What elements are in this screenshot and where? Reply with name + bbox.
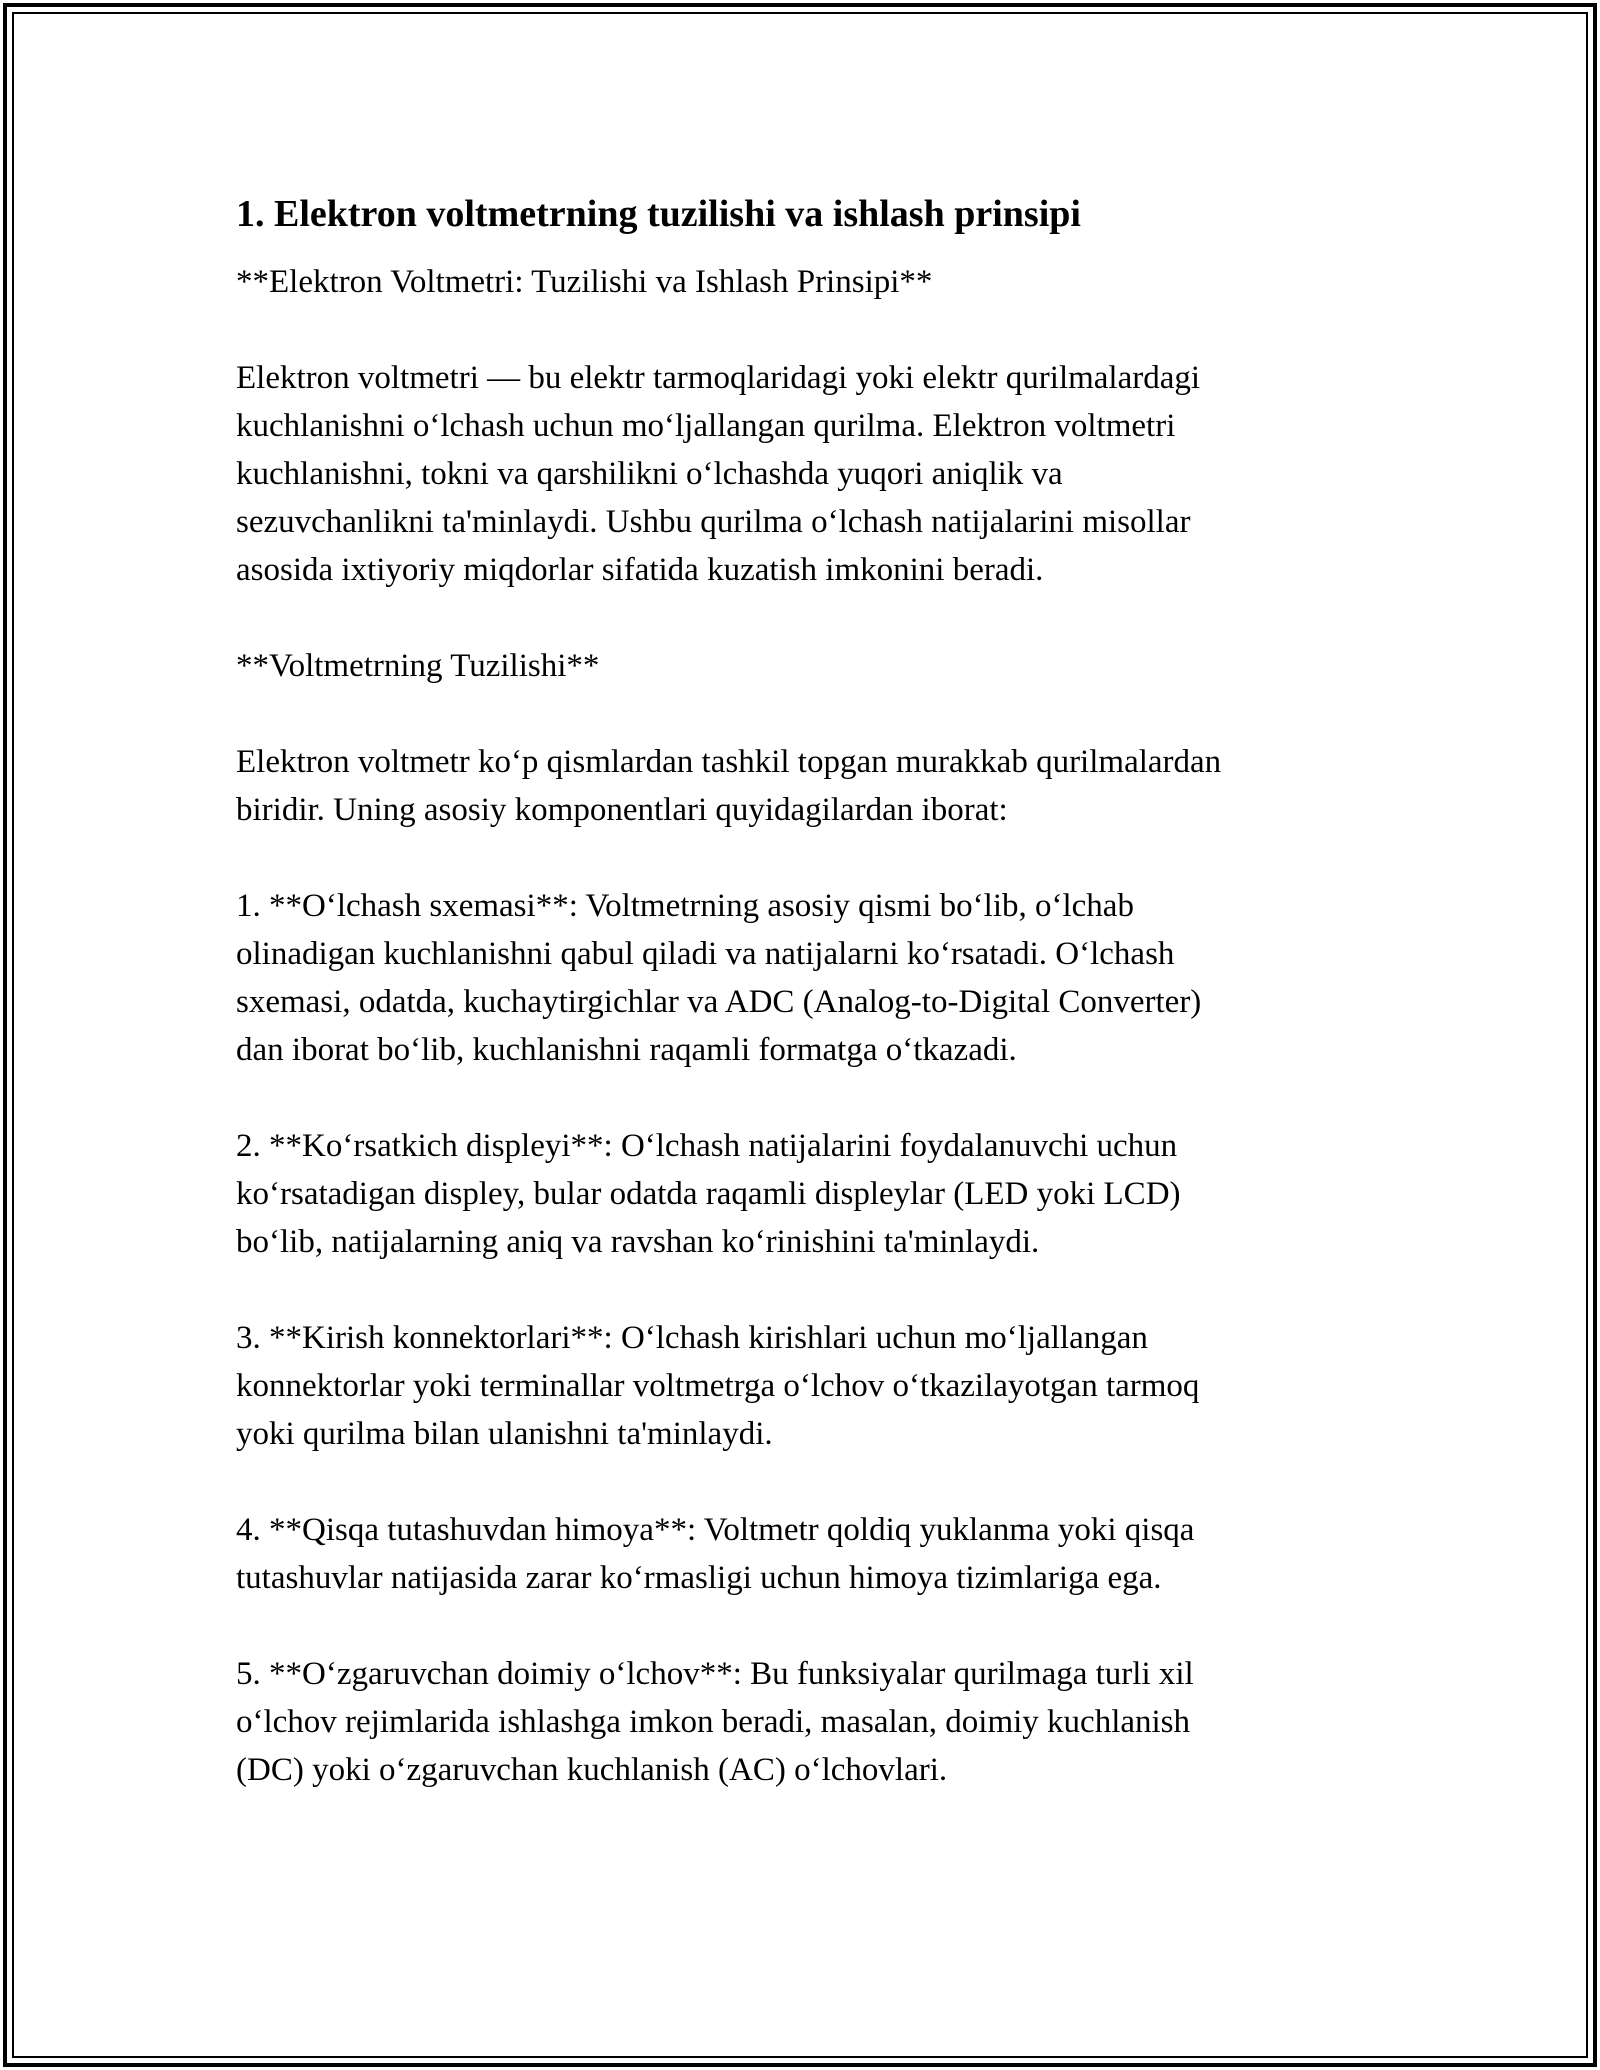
section-body-text: **Elektron Voltmetri: Tuzilishi va Ishlash Prinsipi** Elektron voltmetri — bu elektr tarmoqlaridagi yoki elektr qurilmalardagi kuchlanishni o‘lchash uchun mo‘ljallangan qurilma. Elektron voltmetri kuchlanishni, tokni va qarshilikni o‘lchashda yuqori aniqlik va sezuvchanlikni ta'minlaydi. Ushbu qurilma o‘lchash natijalarini misollar asosida ixtiyoriy miqdorlar sifatida kuzatish imkonini beradi. **Voltmetrning Tuzilishi** Elektron voltmetr ko‘p qismlardan tashkil topgan murakkab qurilmalardan biridir. Uning asosiy komponentlari quyidagilardan iborat: 1. **O‘lchash sxemasi**: Voltmetrning asosiy qismi bo‘lib, o‘lchab olinadigan kuchlanishni qabul qiladi va natijalarni ko‘rsatadi. O‘lchash sxemasi, odatda, kuchaytirgichlar va ADC (Analog-to-Digital Converter) dan iborat bo‘lib, kuchlanishni raqamli formatga o‘tkazadi. 2. **Ko‘rsatkich displeyi**: O‘lchash natijalarini foydalanuvchi uchun ko‘rsatadigan displey, bular odatda raqamli displeylar (LED yoki LCD) bo‘lib, natijalarning aniq va ravshan ko‘rinishini ta'minlaydi. 3. **Kirish konnektorlari**: O‘lchash kirishlari uchun mo‘ljallangan konnektorlar yoki terminallar voltmetrga o‘lchov o‘tkazilayotgan tarmoq yoki qurilma bilan ulanishni ta'minlaydi. 4. **Qisqa tutashuvdan himoya**: Voltmetr qoldiq yuklanma yoki qisqa tutashuvlar natijasida zarar ko‘rmasligi uchun himoya tizimlariga ega. 5. **O‘zgaruvchan doimiy o‘lchov**: Bu funksiyalar qurilmaga turli xil o‘lchov rejimlarida ishlashga imkon beradi, masalan, doimiy kuchlanish (DC) yoki o‘zgaruvchan kuchlanish (AC) o‘lchovlari. <box>236 264 1222 1788</box>
section-heading: 1. Elektron voltmetrning tuzilishi va ishlash prinsipi <box>236 193 1081 235</box>
document-content <box>236 186 1376 1794</box>
